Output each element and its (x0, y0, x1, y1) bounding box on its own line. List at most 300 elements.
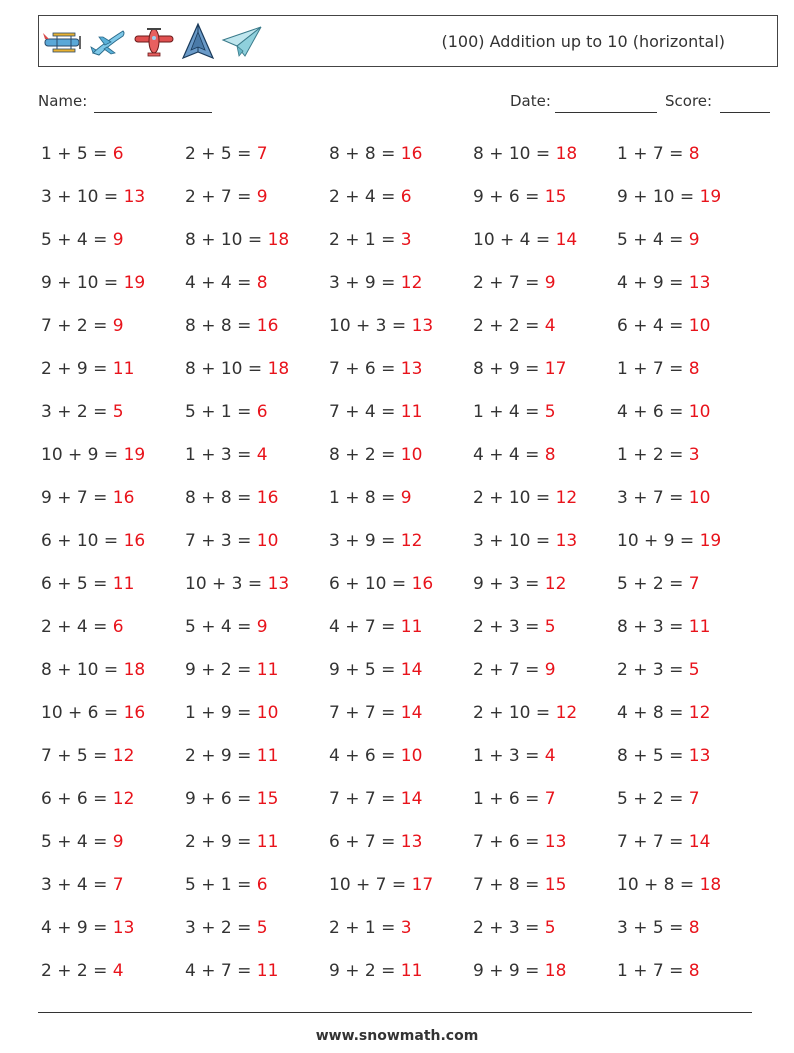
problem-answer: 10 (256, 531, 279, 551)
jet-plane-icon (89, 25, 127, 59)
problem-item (473, 391, 617, 434)
problem-item (41, 649, 185, 692)
problem-answer: 19 (123, 445, 146, 465)
problem-row (41, 821, 761, 864)
problem-item (185, 262, 329, 305)
problem-answer: 10 (256, 703, 279, 723)
problem-question: 8 + 9 = (473, 359, 545, 379)
problem-answer: 7 (688, 789, 700, 809)
problem-item (617, 133, 761, 176)
problem-row (41, 606, 761, 649)
problem-question: 4 + 9 = (41, 918, 113, 938)
problem-answer: 13 (267, 574, 290, 594)
paper-plane-icon (221, 24, 263, 60)
problem-answer: 17 (544, 359, 567, 379)
problem-question: 5 + 4 = (185, 617, 257, 637)
problem-question: 10 + 3 = (329, 316, 412, 336)
problem-question: 1 + 4 = (473, 402, 545, 422)
problem-row (41, 649, 761, 692)
problem-answer: 15 (544, 875, 567, 895)
problem-item (617, 305, 761, 348)
problem-question: 4 + 4 = (473, 445, 545, 465)
problem-answer: 15 (544, 187, 567, 207)
worksheet-header (38, 15, 778, 67)
problem-item (329, 606, 473, 649)
problem-answer: 16 (400, 144, 423, 164)
biplane-icon (43, 25, 83, 59)
problem-answer: 5 (544, 402, 556, 422)
problem-question: 4 + 7 = (185, 961, 257, 981)
name-label: Name: (38, 92, 88, 110)
problem-answer: 18 (555, 144, 578, 164)
problem-item (617, 692, 761, 735)
problem-item (185, 692, 329, 735)
problem-item (473, 649, 617, 692)
problem-answer: 9 (544, 660, 556, 680)
problem-question: 2 + 1 = (329, 230, 401, 250)
problem-question: 2 + 4 = (329, 187, 401, 207)
problem-item (617, 434, 761, 477)
problem-question: 5 + 2 = (617, 574, 689, 594)
problem-item (473, 606, 617, 649)
problem-item (41, 692, 185, 735)
problem-item (41, 262, 185, 305)
problem-question: 8 + 2 = (329, 445, 401, 465)
problem-item (329, 864, 473, 907)
problem-answer: 11 (400, 617, 423, 637)
problem-question: 7 + 4 = (329, 402, 401, 422)
problem-answer: 8 (688, 359, 700, 379)
problem-answer: 16 (256, 488, 279, 508)
problem-item (329, 477, 473, 520)
problem-question: 7 + 6 = (473, 832, 545, 852)
problem-row (41, 133, 761, 176)
problem-question: 7 + 5 = (41, 746, 113, 766)
problem-item (329, 563, 473, 606)
problem-question: 9 + 2 = (329, 961, 401, 981)
problem-question: 9 + 10 = (41, 273, 124, 293)
problem-answer: 4 (256, 445, 268, 465)
problem-question: 8 + 8 = (185, 488, 257, 508)
header-icons (43, 20, 263, 64)
problem-answer: 5 (544, 918, 556, 938)
problem-item (329, 778, 473, 821)
problem-item (185, 563, 329, 606)
problem-answer: 11 (112, 574, 135, 594)
problem-row (41, 864, 761, 907)
problem-question: 4 + 6 = (617, 402, 689, 422)
problem-answer: 9 (112, 230, 124, 250)
problem-question: 8 + 3 = (617, 617, 689, 637)
problem-item (41, 520, 185, 563)
problem-item (329, 950, 473, 993)
problem-question: 1 + 7 = (617, 144, 689, 164)
problem-answer: 9 (112, 316, 124, 336)
problem-item (41, 821, 185, 864)
problem-item (617, 176, 761, 219)
problem-item (329, 649, 473, 692)
problem-answer: 13 (112, 918, 135, 938)
problem-item (617, 735, 761, 778)
problem-question: 3 + 5 = (617, 918, 689, 938)
problem-question: 7 + 3 = (185, 531, 257, 551)
problem-item (41, 563, 185, 606)
problem-question: 8 + 10 = (41, 660, 124, 680)
problem-answer: 4 (112, 961, 124, 981)
problem-answer: 14 (400, 703, 423, 723)
problem-answer: 3 (400, 918, 412, 938)
problem-answer: 11 (256, 746, 279, 766)
problem-row (41, 477, 761, 520)
problem-answer: 12 (400, 273, 423, 293)
problem-row (41, 305, 761, 348)
date-field-line[interactable] (555, 112, 657, 113)
problem-question: 6 + 10 = (329, 574, 412, 594)
problem-answer: 18 (267, 230, 290, 250)
problem-item (185, 176, 329, 219)
problem-row (41, 692, 761, 735)
problem-question: 5 + 4 = (41, 230, 113, 250)
problem-answer: 4 (544, 746, 556, 766)
footer-divider (38, 1012, 752, 1013)
problem-answer: 10 (688, 316, 711, 336)
problem-question: 5 + 1 = (185, 402, 257, 422)
problem-item (41, 778, 185, 821)
problem-item (473, 778, 617, 821)
problem-question: 2 + 5 = (185, 144, 257, 164)
problem-question: 10 + 9 = (617, 531, 700, 551)
problem-question: 4 + 7 = (329, 617, 401, 637)
problem-item (41, 348, 185, 391)
problem-item (617, 563, 761, 606)
problem-answer: 11 (400, 402, 423, 422)
date-label: Date: (510, 92, 551, 110)
problem-item (185, 778, 329, 821)
problem-row (41, 735, 761, 778)
problem-item (41, 391, 185, 434)
problem-item (473, 950, 617, 993)
problem-answer: 7 (688, 574, 700, 594)
problem-answer: 9 (256, 617, 268, 637)
problem-answer: 13 (688, 273, 711, 293)
problem-item (473, 520, 617, 563)
problem-question: 10 + 4 = (473, 230, 556, 250)
problem-answer: 5 (256, 918, 268, 938)
problem-answer: 13 (688, 746, 711, 766)
problem-row (41, 219, 761, 262)
problem-answer: 11 (256, 961, 279, 981)
problem-question: 2 + 1 = (329, 918, 401, 938)
problem-question: 1 + 6 = (473, 789, 545, 809)
problem-answer: 18 (123, 660, 146, 680)
problem-answer: 18 (544, 961, 567, 981)
problem-question: 8 + 5 = (617, 746, 689, 766)
problem-answer: 6 (256, 875, 268, 895)
problem-item (185, 649, 329, 692)
problem-answer: 13 (123, 187, 146, 207)
problem-answer: 18 (267, 359, 290, 379)
problem-answer: 16 (256, 316, 279, 336)
problem-question: 9 + 3 = (473, 574, 545, 594)
problem-question: 2 + 9 = (185, 832, 257, 852)
problem-answer: 10 (400, 746, 423, 766)
problem-row (41, 563, 761, 606)
problem-answer: 17 (411, 875, 434, 895)
problem-answer: 16 (123, 531, 146, 551)
propeller-plane-icon (133, 25, 175, 59)
problem-item (329, 907, 473, 950)
problem-answer: 8 (688, 144, 700, 164)
problem-item (41, 434, 185, 477)
problem-answer: 11 (400, 961, 423, 981)
problem-answer: 16 (123, 703, 146, 723)
problem-question: 4 + 9 = (617, 273, 689, 293)
problem-answer: 6 (112, 617, 124, 637)
problem-item (617, 348, 761, 391)
problem-question: 8 + 8 = (329, 144, 401, 164)
problem-item (473, 735, 617, 778)
problem-question: 7 + 6 = (329, 359, 401, 379)
problem-question: 8 + 10 = (185, 230, 268, 250)
problem-question: 2 + 7 = (473, 660, 545, 680)
problem-item (617, 520, 761, 563)
problem-answer: 7 (256, 144, 268, 164)
problem-answer: 11 (256, 832, 279, 852)
problem-answer: 11 (256, 660, 279, 680)
problem-answer: 11 (112, 359, 135, 379)
problem-item (473, 563, 617, 606)
problem-answer: 9 (400, 488, 412, 508)
problem-answer: 19 (699, 531, 722, 551)
problem-item (473, 692, 617, 735)
problem-answer: 7 (112, 875, 124, 895)
worksheet-title: (100) Addition up to 10 (horizontal) (441, 32, 725, 51)
problem-question: 1 + 3 = (473, 746, 545, 766)
problem-question: 6 + 4 = (617, 316, 689, 336)
problem-question: 2 + 2 = (473, 316, 545, 336)
problem-item (41, 176, 185, 219)
problem-question: 10 + 3 = (185, 574, 268, 594)
problem-answer: 5 (112, 402, 124, 422)
problem-question: 2 + 3 = (473, 617, 545, 637)
problem-item (185, 133, 329, 176)
problem-answer: 16 (411, 574, 434, 594)
problem-question: 5 + 1 = (185, 875, 257, 895)
problem-item (617, 821, 761, 864)
problem-item (617, 864, 761, 907)
problem-item (185, 864, 329, 907)
problem-question: 5 + 4 = (41, 832, 113, 852)
problem-question: 10 + 8 = (617, 875, 700, 895)
problem-item (185, 735, 329, 778)
problem-answer: 10 (400, 445, 423, 465)
problem-question: 2 + 9 = (41, 359, 113, 379)
problem-answer: 6 (400, 187, 412, 207)
problem-item (473, 907, 617, 950)
problem-question: 3 + 7 = (617, 488, 689, 508)
problem-item (185, 606, 329, 649)
problem-question: 3 + 9 = (329, 273, 401, 293)
problem-item (329, 348, 473, 391)
problem-answer: 14 (400, 789, 423, 809)
problem-answer: 7 (544, 789, 556, 809)
problem-row (41, 262, 761, 305)
problem-question: 4 + 4 = (185, 273, 257, 293)
problem-item (185, 391, 329, 434)
problem-item (329, 821, 473, 864)
problem-answer: 16 (112, 488, 135, 508)
problem-question: 3 + 9 = (329, 531, 401, 551)
problem-grid (41, 133, 761, 993)
problem-item (185, 821, 329, 864)
problem-answer: 13 (555, 531, 578, 551)
problem-item (617, 606, 761, 649)
problem-question: 2 + 4 = (41, 617, 113, 637)
problem-answer: 12 (555, 488, 578, 508)
problem-item (617, 778, 761, 821)
problem-question: 8 + 8 = (185, 316, 257, 336)
problem-item (185, 348, 329, 391)
problem-item (617, 950, 761, 993)
problem-question: 10 + 7 = (329, 875, 412, 895)
problem-item (185, 305, 329, 348)
problem-item (329, 434, 473, 477)
problem-item (185, 219, 329, 262)
stealth-jet-icon (181, 22, 215, 62)
problem-answer: 13 (400, 359, 423, 379)
problem-question: 3 + 2 = (41, 402, 113, 422)
problem-answer: 6 (112, 144, 124, 164)
problem-answer: 14 (555, 230, 578, 250)
problem-row (41, 950, 761, 993)
problem-item (329, 219, 473, 262)
problem-item (185, 434, 329, 477)
score-label: Score: (665, 92, 713, 110)
problem-row (41, 778, 761, 821)
problem-item (473, 176, 617, 219)
problem-question: 3 + 2 = (185, 918, 257, 938)
problem-answer: 19 (123, 273, 146, 293)
problem-answer: 6 (256, 402, 268, 422)
problem-question: 6 + 10 = (41, 531, 124, 551)
problem-item (41, 950, 185, 993)
problem-item (473, 305, 617, 348)
problem-question: 9 + 7 = (41, 488, 113, 508)
problem-item (41, 864, 185, 907)
problem-answer: 12 (544, 574, 567, 594)
problem-answer: 12 (555, 703, 578, 723)
problem-answer: 3 (400, 230, 412, 250)
problem-question: 1 + 3 = (185, 445, 257, 465)
problem-question: 4 + 6 = (329, 746, 401, 766)
problem-row (41, 907, 761, 950)
problem-question: 10 + 6 = (41, 703, 124, 723)
problem-item (329, 133, 473, 176)
problem-answer: 14 (400, 660, 423, 680)
problem-item (617, 219, 761, 262)
problem-answer: 13 (411, 316, 434, 336)
problem-question: 7 + 2 = (41, 316, 113, 336)
problem-question: 1 + 9 = (185, 703, 257, 723)
problem-question: 8 + 10 = (185, 359, 268, 379)
problem-question: 1 + 5 = (41, 144, 113, 164)
problem-item (41, 907, 185, 950)
problem-answer: 5 (688, 660, 700, 680)
problem-item (473, 864, 617, 907)
problem-item (185, 950, 329, 993)
problem-item (617, 477, 761, 520)
problem-question: 1 + 8 = (329, 488, 401, 508)
problem-question: 7 + 7 = (329, 703, 401, 723)
problem-item (617, 391, 761, 434)
problem-question: 9 + 6 = (185, 789, 257, 809)
problem-answer: 8 (544, 445, 556, 465)
problem-item (41, 305, 185, 348)
problem-item (185, 477, 329, 520)
problem-item (41, 219, 185, 262)
problem-answer: 15 (256, 789, 279, 809)
problem-answer: 4 (544, 316, 556, 336)
score-field-line[interactable] (720, 112, 770, 113)
name-field-line[interactable] (94, 112, 212, 113)
problem-question: 2 + 9 = (185, 746, 257, 766)
problem-answer: 9 (112, 832, 124, 852)
problem-item (329, 391, 473, 434)
problem-question: 5 + 4 = (617, 230, 689, 250)
info-row (38, 92, 770, 116)
problem-answer: 10 (688, 488, 711, 508)
problem-question: 5 + 2 = (617, 789, 689, 809)
problem-answer: 3 (688, 445, 700, 465)
problem-question: 3 + 10 = (41, 187, 124, 207)
problem-question: 6 + 7 = (329, 832, 401, 852)
problem-question: 3 + 10 = (473, 531, 556, 551)
problem-question: 1 + 7 = (617, 961, 689, 981)
problem-item (473, 348, 617, 391)
problem-row (41, 176, 761, 219)
problem-answer: 9 (688, 230, 700, 250)
problem-answer: 9 (256, 187, 268, 207)
problem-question: 6 + 6 = (41, 789, 113, 809)
problem-item (41, 477, 185, 520)
footer-url: www.snowmath.com (315, 1028, 479, 1044)
problem-item (617, 262, 761, 305)
problem-item (41, 606, 185, 649)
problem-question: 9 + 2 = (185, 660, 257, 680)
problem-item (329, 735, 473, 778)
problem-row (41, 348, 761, 391)
problem-answer: 5 (544, 617, 556, 637)
problem-question: 2 + 2 = (41, 961, 113, 981)
problem-question: 7 + 7 = (329, 789, 401, 809)
problem-item (329, 176, 473, 219)
problem-answer: 11 (688, 617, 711, 637)
problem-item (329, 305, 473, 348)
problem-question: 7 + 8 = (473, 875, 545, 895)
problem-question: 2 + 10 = (473, 488, 556, 508)
problem-question: 9 + 5 = (329, 660, 401, 680)
problem-row (41, 391, 761, 434)
problem-answer: 19 (699, 187, 722, 207)
problem-answer: 9 (544, 273, 556, 293)
problem-item (329, 262, 473, 305)
problem-answer: 8 (688, 918, 700, 938)
problem-question: 4 + 8 = (617, 703, 689, 723)
problem-answer: 18 (699, 875, 722, 895)
problem-answer: 12 (112, 789, 135, 809)
problem-question: 2 + 3 = (473, 918, 545, 938)
problem-question: 10 + 9 = (41, 445, 124, 465)
